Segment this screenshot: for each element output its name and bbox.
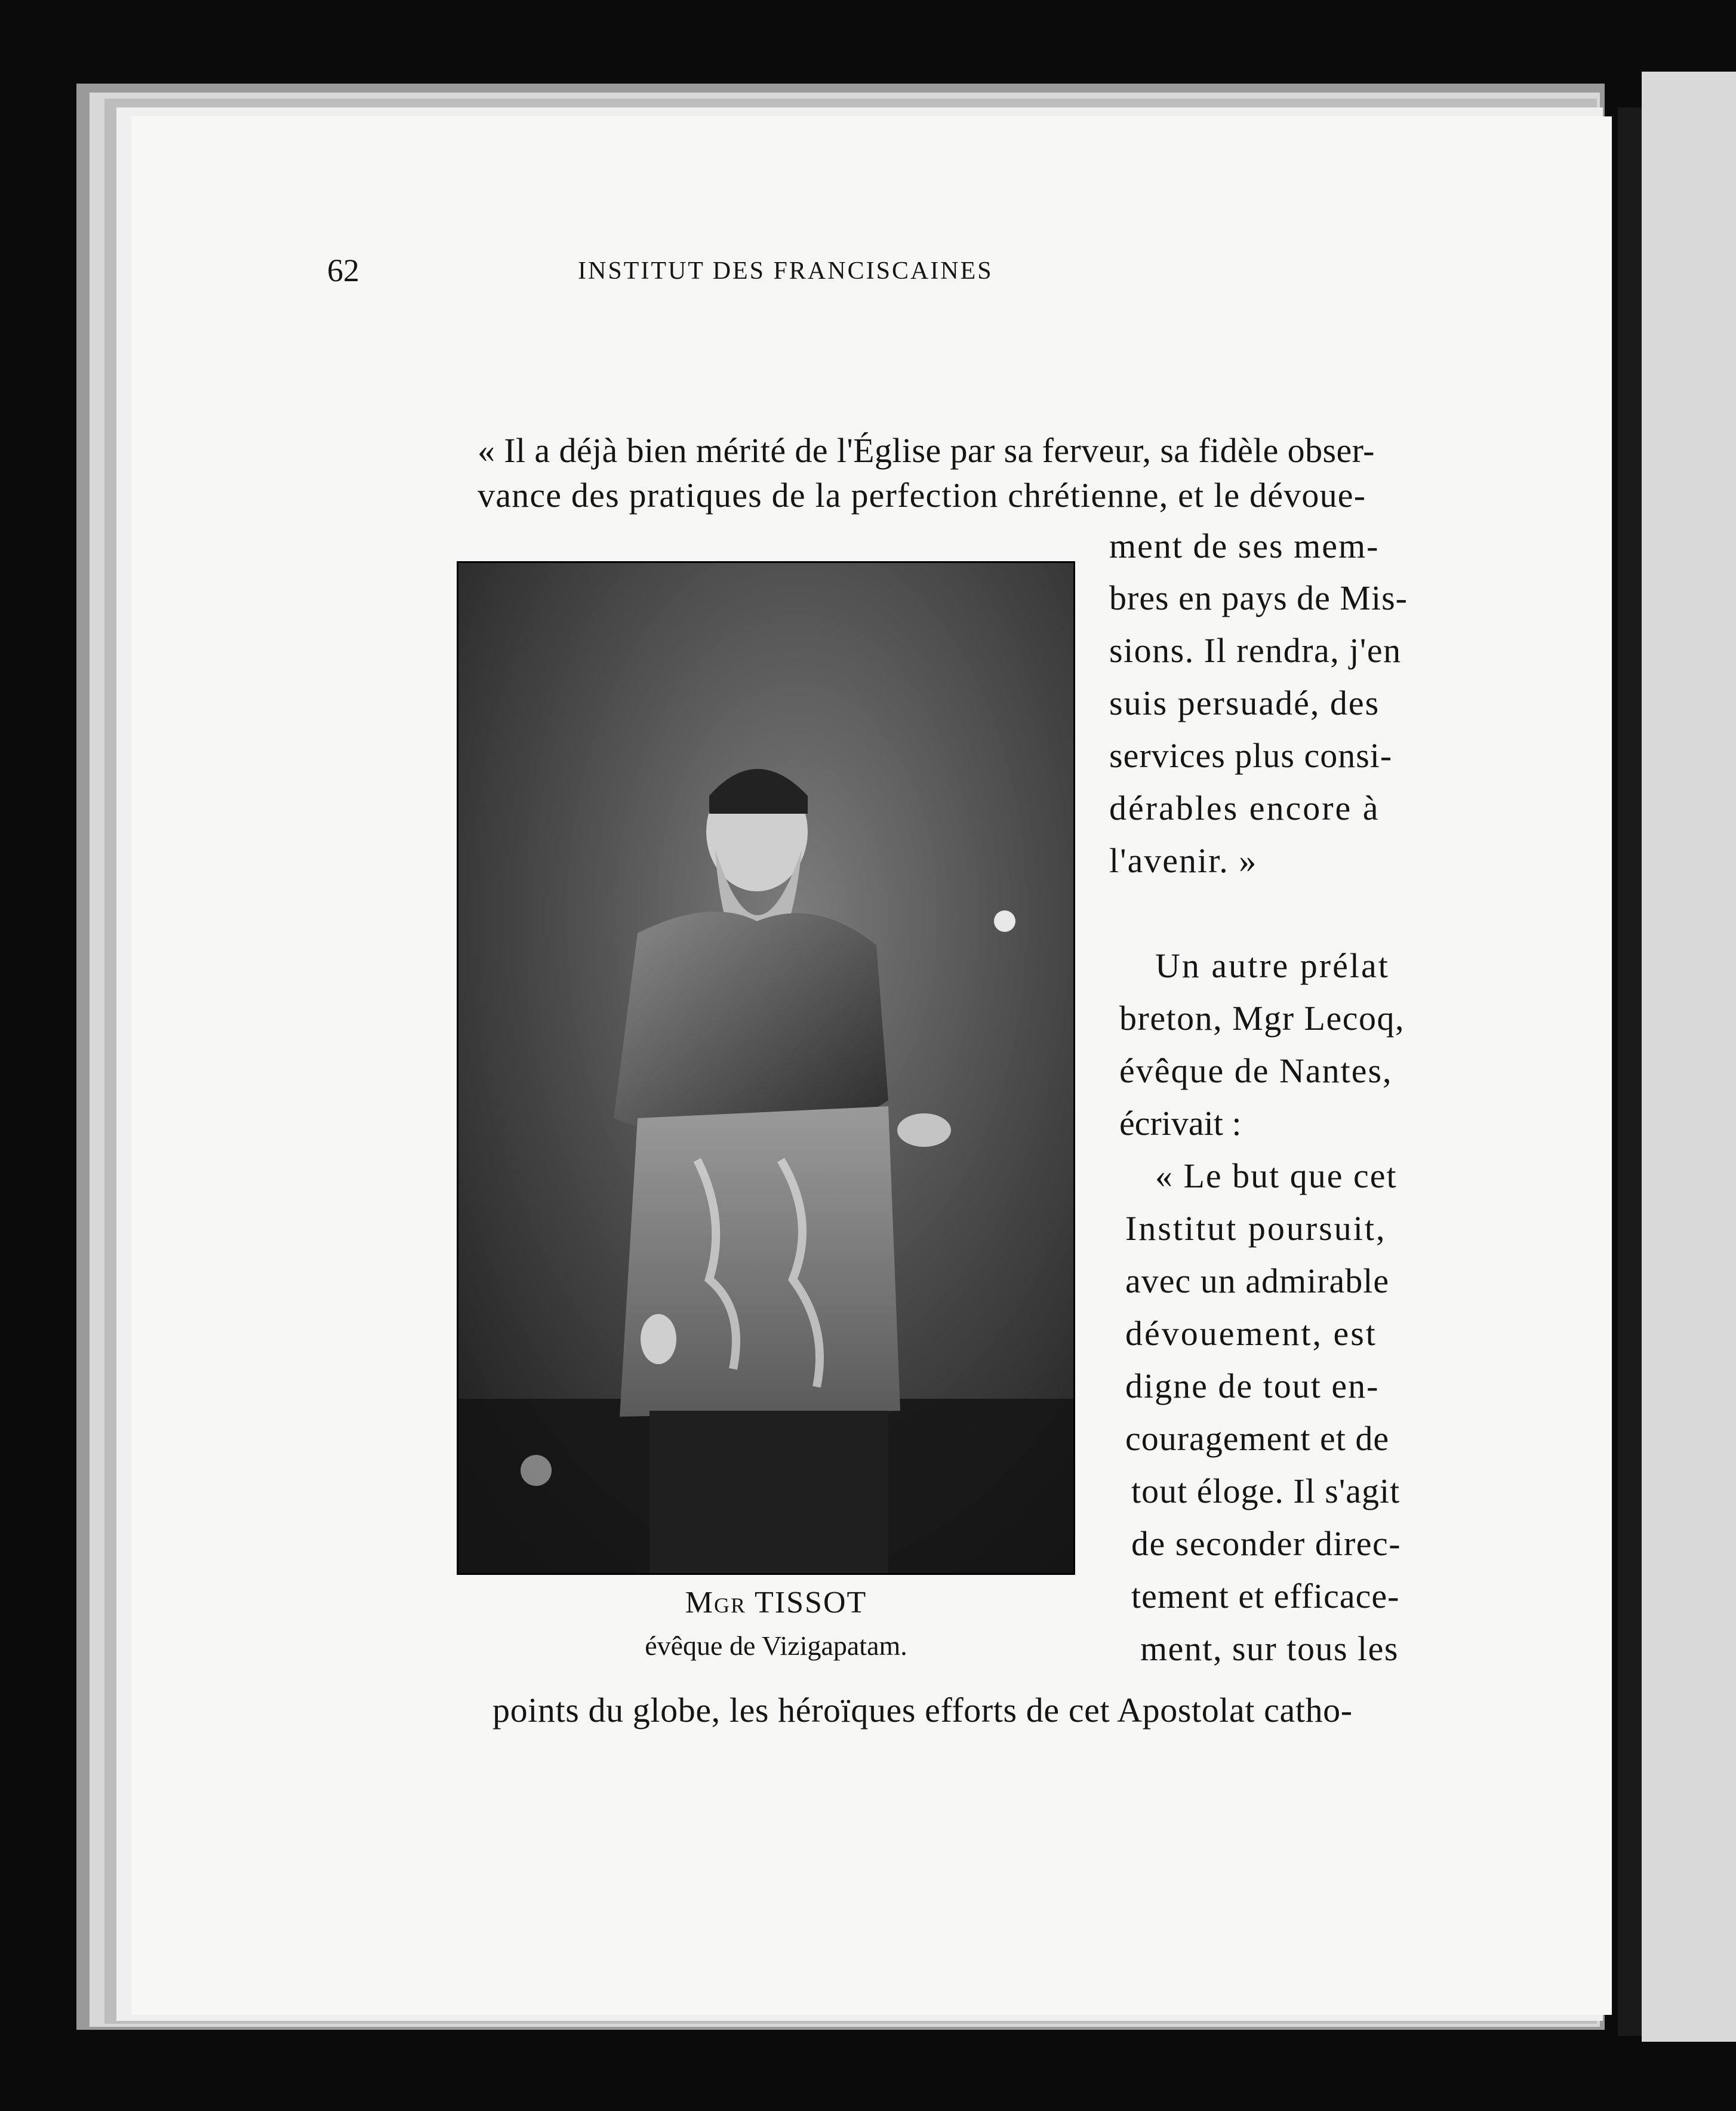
text-line [1131,1575,1427,1617]
text-line [1155,1155,1472,1197]
text-line-content: breton, Mgr Lecoq, [1119,999,1405,1038]
text-line-content: points du globe, les héroïques efforts de cet Apostolat catho- [493,1691,1353,1730]
text-line [1109,840,1426,882]
text-line [1140,1628,1430,1670]
text-line-content: sions. Il rendra, j'en [1109,631,1402,670]
portrait-caption-title: évêque de Vizigapatam. [645,1630,907,1661]
text-line [1125,1313,1421,1355]
text-line-content: « Il a déjà bien mérité de l'Église par sa ferveur, sa fidèle obser- [478,431,1375,470]
text-line-content: ment, sur tous les [1140,1629,1399,1668]
book-spine-shadow [1618,107,1642,2036]
text-line-content: évêque de Nantes, [1119,1051,1393,1090]
text-line-content: bres en pays de Mis- [1109,578,1408,617]
text-line [1125,1418,1421,1460]
running-head [327,252,1211,300]
portrait-caption-name: Mgr TISSOT [685,1586,867,1620]
text-line-content: ment de ses mem- [1109,527,1380,565]
text-line-content: dérables encore à [1109,789,1380,827]
page-number: 62 [327,253,359,288]
text-line-content: l'avenir. » [1109,841,1258,880]
text-line-content: vance des pratiques de la perfection chrétienne, et le dévoue- [478,476,1366,515]
text-line-content: dévouement, est [1125,1314,1377,1353]
text-line-content: tement et efficace- [1131,1577,1400,1615]
text-line [1125,1208,1421,1250]
text-line-content: digne de tout en- [1125,1367,1380,1405]
text-line [1109,682,1426,724]
text-line [1155,945,1472,987]
portrait-illustration [458,563,1073,1573]
text-line-content: couragement et de [1125,1419,1390,1458]
text-line-content: suis persuadé, des [1109,684,1380,722]
running-title: INSTITUT DES FRANCISCAINES [578,257,993,285]
text-line [1109,525,1426,567]
text-line-content: Un autre prélat [1155,946,1390,985]
text-line [478,475,1397,516]
text-line [1125,1365,1421,1407]
text-line-content: de seconder direc- [1131,1524,1402,1563]
text-line [1119,998,1415,1039]
text-line [1119,1050,1415,1092]
text-line [1109,630,1426,672]
text-line-content: avec un admirable [1125,1261,1390,1300]
text-line [1125,1260,1421,1302]
text-line-content: « Le but que cet [1155,1156,1398,1195]
text-line [1109,787,1426,829]
text-line [1131,1470,1427,1512]
text-line-content: tout éloge. Il s'agit [1131,1472,1401,1510]
text-line [1131,1523,1427,1565]
text-line [1109,577,1426,619]
text-line [478,430,1397,472]
text-line-content: Institut poursuit, [1125,1209,1387,1248]
portrait-photo [457,561,1075,1575]
text-line-content: écrivait : [1119,1104,1242,1143]
text-line-content: services plus consi- [1109,736,1393,775]
text-line [493,1690,1412,1731]
facing-page-edge [1642,72,1736,2042]
text-line [1119,1103,1436,1144]
text-line [1109,735,1426,777]
